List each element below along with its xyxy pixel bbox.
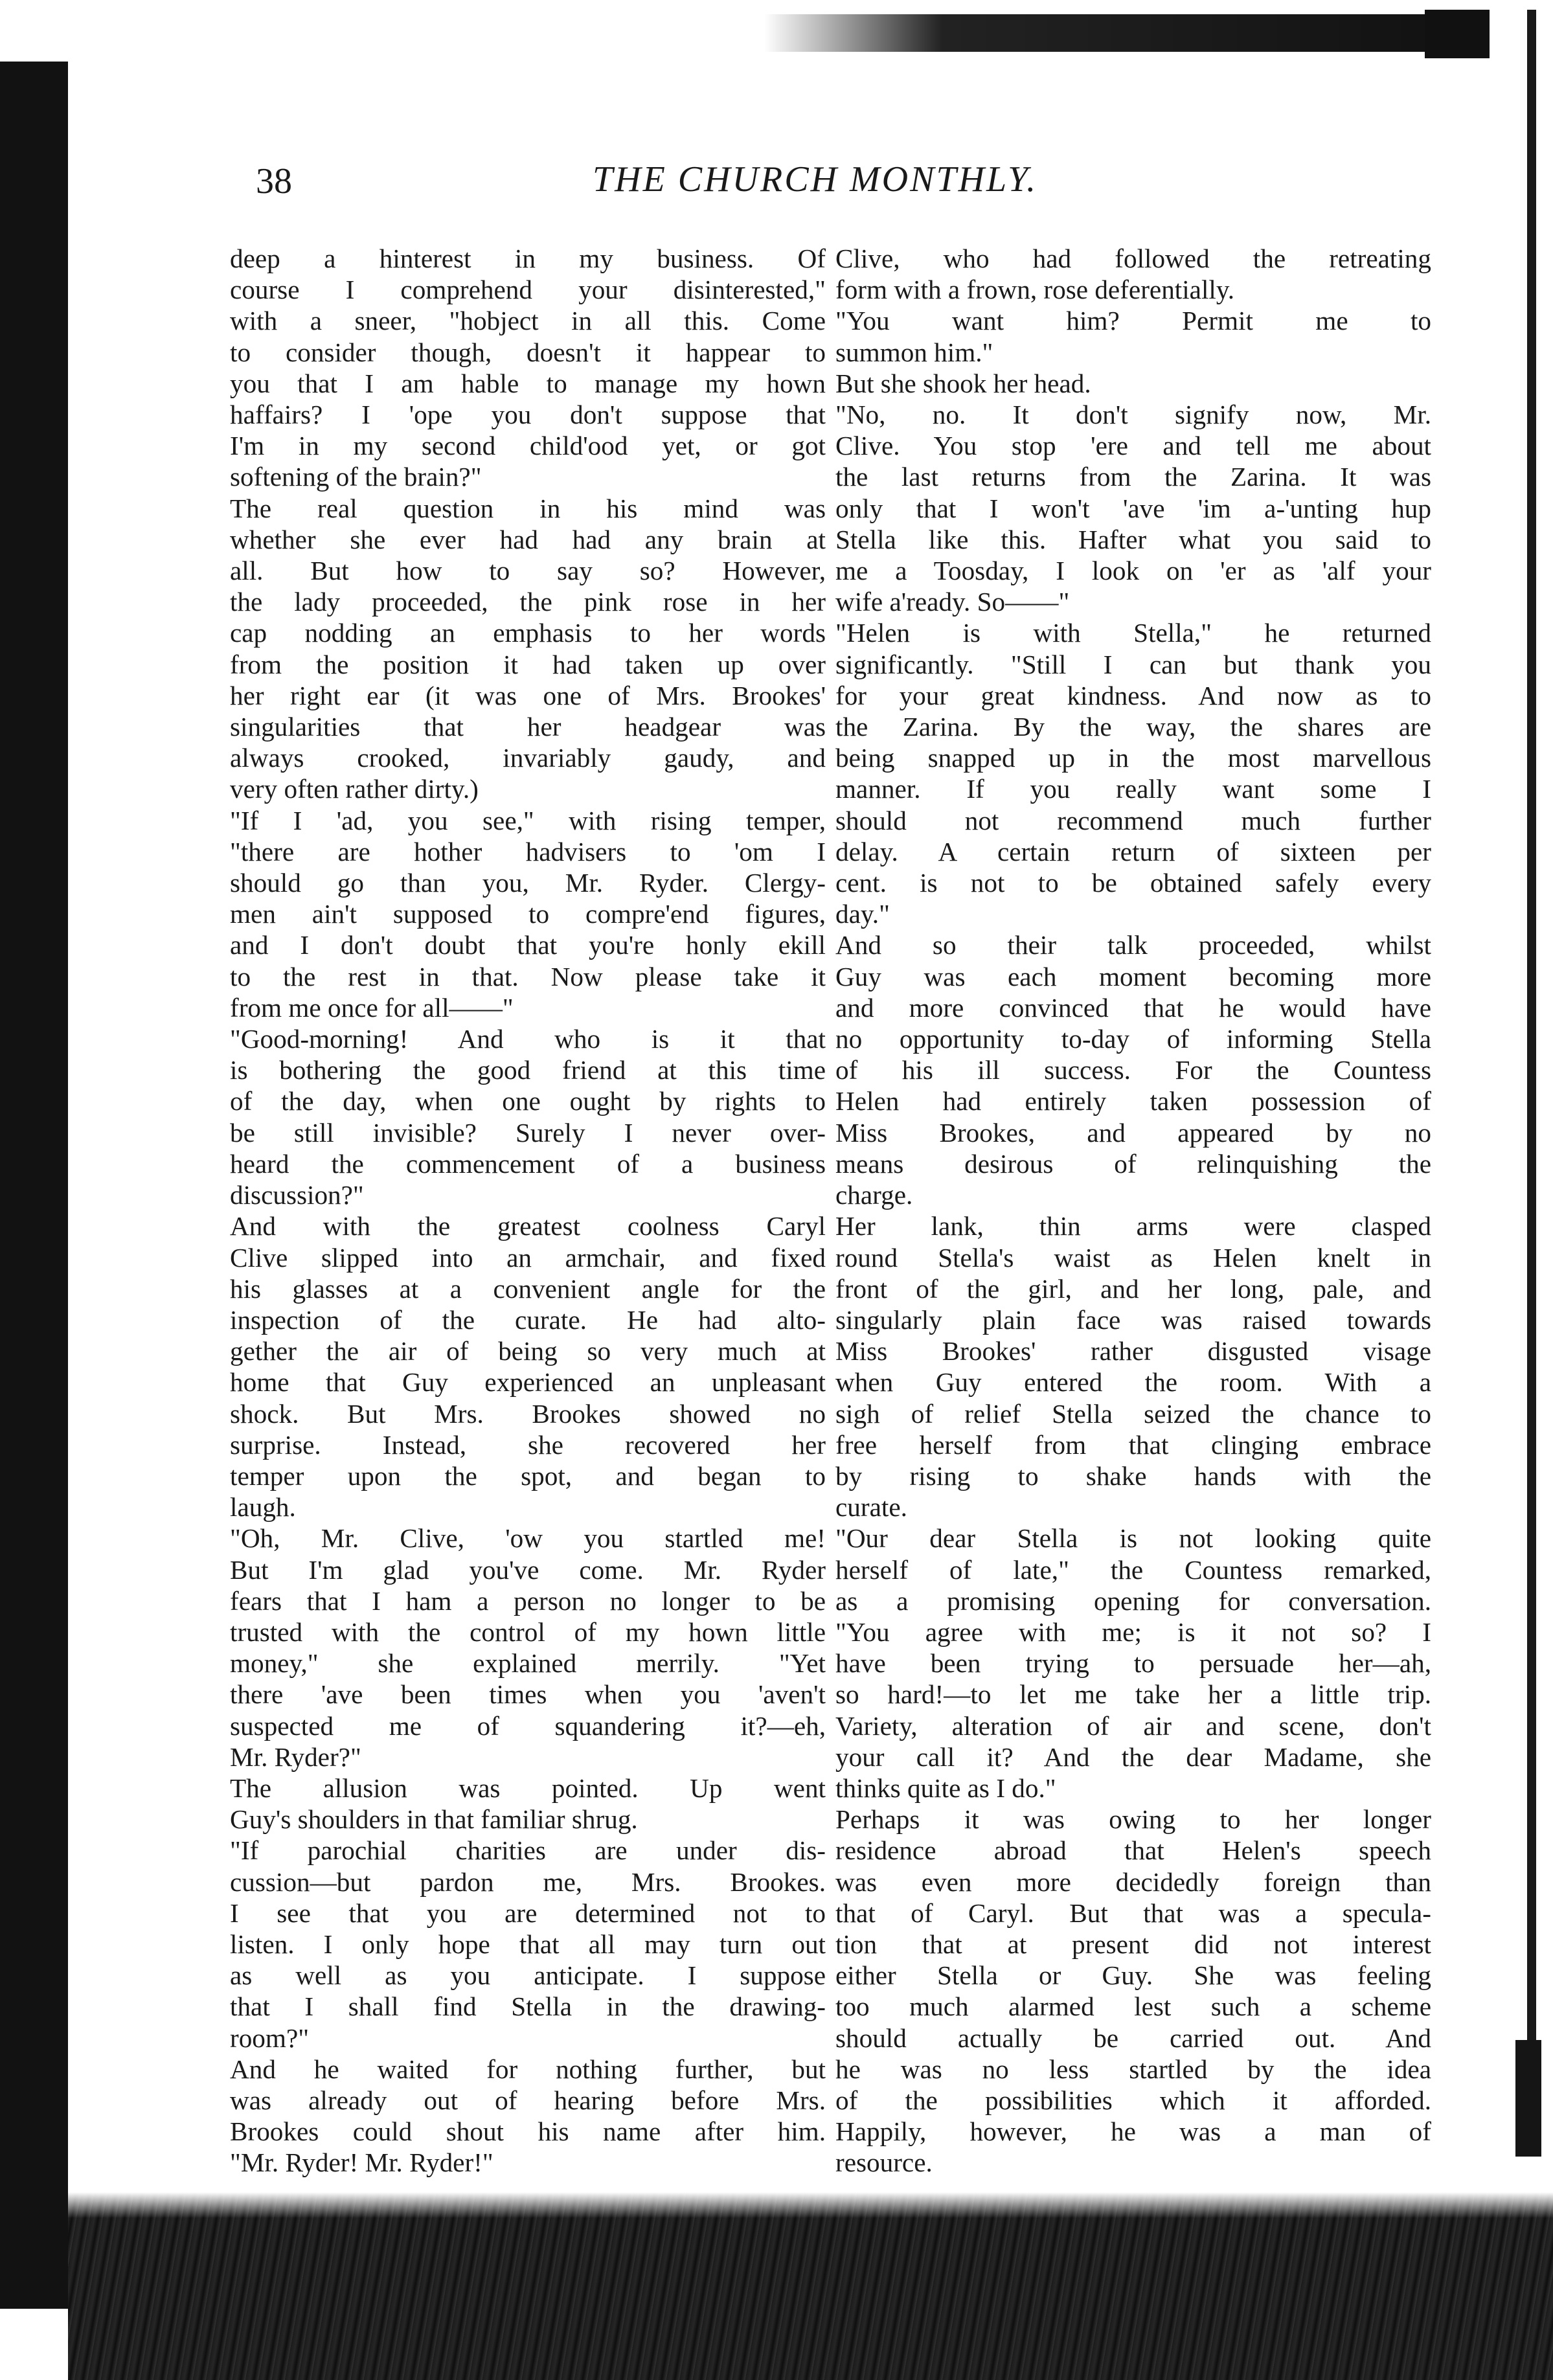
text-line: day." [835, 899, 890, 929]
text-line: softening of the brain?" [230, 462, 482, 492]
text-line: manner. If you really want some I [835, 774, 1431, 804]
text-line: you that I am hable to manage my hown [230, 368, 826, 398]
text-line: significantly. "Still I can but thank you [835, 649, 1431, 679]
text-line: But I'm glad you've come. Mr. Ryder [230, 1554, 826, 1585]
text-line: by rising to shake hands with the [835, 1460, 1431, 1491]
text-line: either Stella or Guy. She was feeling [835, 1960, 1431, 1991]
text-line: money," she explained merrily. "Yet [230, 1648, 826, 1679]
text-line: home that Guy experienced an unpleasant [230, 1367, 826, 1398]
text-line: very often rather dirty.) [230, 774, 479, 804]
text-line: "If parochial charities are under dis- [230, 1835, 826, 1866]
text-line: "Mr. Ryder! Mr. Ryder!" [230, 2148, 493, 2178]
text-line: shock. But Mrs. Brookes showed no [230, 1398, 826, 1429]
text-line: for your great kindness. And now as to [835, 680, 1431, 710]
text-line: always crooked, invariably gaudy, and [230, 743, 826, 773]
text-line: "You agree with me; is it not so? I [835, 1616, 1431, 1647]
text-line: me a Toosday, I look on 'er as 'alf your [835, 556, 1431, 586]
text-line: delay. A certain return of sixteen per [835, 836, 1431, 867]
text-line: have been trying to persuade her—ah, [835, 1648, 1431, 1679]
text-line: Clive, who had followed the retreating [835, 244, 1431, 273]
text-line: no opportunity to-day of informing Stella [835, 1024, 1431, 1054]
text-line: front of the girl, and her long, pale, and [835, 1273, 1431, 1304]
text-line: be still invisible? Surely I never over- [230, 1117, 826, 1148]
text-line: sigh of relief Stella seized the chance to [835, 1398, 1431, 1429]
text-line: Happily, however, he was a man of [835, 2116, 1431, 2147]
text-line: as well as you anticipate. I suppose [230, 1960, 826, 1991]
text-line: deep a hinterest in my business. Of [230, 244, 826, 273]
text-line: only that I won't 'ave 'im a-'unting hup [835, 493, 1431, 523]
text-line: I see that you are determined not to [230, 1898, 826, 1928]
running-head: THE CHURCH MONTHLY. [593, 159, 1038, 199]
text-line: men ain't supposed to compre'end figures, [230, 899, 826, 929]
scan-edge-top-right [1425, 10, 1490, 58]
scan-edge-bottom-fade [68, 2192, 1553, 2218]
text-line: trusted with the control of my hown little [230, 1616, 826, 1647]
text-line: should actually be carried out. And [835, 2023, 1431, 2053]
text-line: The allusion was pointed. Up went [230, 1773, 826, 1803]
text-line: from me once for all——" [230, 992, 514, 1023]
text-line: singularly plain face was raised towards [835, 1304, 1431, 1335]
text-line: The real question in his mind was [230, 493, 826, 523]
text-line: to consider though, doesn't it happear to [230, 337, 826, 367]
text-line: Mr. Ryder?" [230, 1741, 361, 1772]
text-line: is bothering the good friend at this time [230, 1055, 826, 1085]
text-line: from the position it had taken up over [230, 649, 826, 679]
left-column [230, 243, 826, 2179]
text-line: And he waited for nothing further, but [230, 2054, 826, 2084]
text-line: thinks quite as I do." [835, 1773, 1056, 1803]
text-line: herself of late," the Countess remarked, [835, 1554, 1431, 1585]
text-line: of the possibilities which it afforded. [835, 2085, 1431, 2115]
text-line: Her lank, thin arms were clasped [835, 1211, 1431, 1241]
text-line: fears that I ham a person no longer to be [230, 1585, 826, 1616]
text-line: of his ill success. For the Countess [835, 1055, 1431, 1085]
text-line: that I shall find Stella in the drawing- [230, 1991, 826, 2022]
text-line: Guy was each moment becoming more [835, 961, 1431, 992]
text-line: And with the greatest coolness Caryl [230, 1211, 826, 1241]
text-line: Miss Brookes' rather disgusted visage [835, 1336, 1431, 1366]
text-line: cap nodding an emphasis to her words [230, 618, 826, 648]
text-line: Clive. You stop 'ere and tell me about [835, 431, 1431, 461]
text-line: surprise. Instead, she recovered her [230, 1429, 826, 1460]
text-line: to the rest in that. Now please take it [230, 961, 826, 992]
text-line: tion that at present did not interest [835, 1929, 1431, 1959]
scan-edge-left [0, 62, 68, 2309]
text-line: I'm in my second child'ood yet, or got [230, 431, 826, 461]
text-line: Miss Brookes, and appeared by no [835, 1117, 1431, 1148]
text-line: should go than you, Mr. Ryder. Clergy- [230, 868, 826, 898]
text-line: But she shook her head. [835, 368, 1091, 398]
text-line: course I comprehend your disinterested," [230, 275, 826, 305]
text-line: should not recommend much further [835, 805, 1431, 835]
text-line: resource. [835, 2148, 933, 2178]
text-line: form with a frown, rose deferentially. [835, 275, 1235, 305]
text-line: "Helen is with Stella," he returned [835, 618, 1431, 648]
page-number: 38 [256, 161, 292, 201]
text-line: was already out of hearing before Mrs. [230, 2085, 826, 2115]
text-line: laugh. [230, 1492, 296, 1523]
text-line: was even more decidedly foreign than [835, 1866, 1431, 1897]
text-line: as a promising opening for conversation. [835, 1585, 1431, 1616]
text-line: his glasses at a convenient angle for the [230, 1273, 826, 1304]
text-line: and more convinced that he would have [835, 992, 1431, 1023]
text-line: summon him." [835, 337, 993, 367]
scan-edge-bottom [68, 2192, 1553, 2380]
text-line: Stella like this. Hafter what you said to [835, 524, 1431, 554]
text-line: when Guy entered the room. With a [835, 1367, 1431, 1398]
text-line: suspected me of squandering it?—eh, [230, 1710, 826, 1741]
text-line: free herself from that clinging embrace [835, 1429, 1431, 1460]
text-line: Variety, alteration of air and scene, don't [835, 1710, 1431, 1741]
text-line: charge. [835, 1180, 913, 1210]
text-line: haffairs? I 'ope you don't suppose that [230, 400, 826, 430]
text-line: and I don't doubt that you're honly ekill [230, 930, 826, 960]
text-line: Helen had entirely taken possession of [835, 1086, 1431, 1116]
text-line: too much alarmed lest such a scheme [835, 1991, 1431, 2022]
text-line: cussion—but pardon me, Mrs. Brookes. [230, 1866, 826, 1897]
text-line: wife a'ready. So——" [835, 587, 1070, 617]
text-line: "Our dear Stella is not looking quite [835, 1523, 1431, 1554]
scan-edge-top [764, 14, 1477, 52]
text-line: inspection of the curate. He had alto- [230, 1304, 826, 1335]
text-line: with a sneer, "hobject in all this. Come [230, 306, 826, 336]
text-line: your call it? And the dear Madame, she [835, 1741, 1431, 1772]
text-line: of the day, when one ought by rights to [230, 1086, 826, 1116]
text-line: means desirous of relinquishing the [835, 1148, 1431, 1179]
text-line: Brookes could shout his name after him. [230, 2116, 826, 2147]
text-line: being snapped up in the most marvellous [835, 743, 1431, 773]
text-line: singularities that her headgear was [230, 712, 826, 742]
text-line: "there are hother hadvisers to 'om I [230, 836, 826, 867]
text-line: Guy's shoulders in that familiar shrug. [230, 1804, 638, 1835]
text-line: gether the air of being so very much at [230, 1336, 826, 1366]
text-line: the lady proceeded, the pink rose in her [230, 587, 826, 617]
text-line: Perhaps it was owing to her longer [835, 1804, 1431, 1835]
text-line: all. But how to say so? However, [230, 556, 826, 586]
text-line: curate. [835, 1492, 907, 1523]
text-line: temper upon the spot, and began to [230, 1460, 826, 1491]
text-line: Clive slipped into an armchair, and fixed [230, 1242, 826, 1273]
text-line: residence abroad that Helen's speech [835, 1835, 1431, 1866]
text-line: discussion?" [230, 1180, 364, 1210]
text-line: room?" [230, 2023, 310, 2053]
text-line: "If I 'ad, you see," with rising temper, [230, 805, 826, 835]
text-line: cent. is not to be obtained safely every [835, 868, 1431, 898]
text-line: so hard!—to let me take her a little trip. [835, 1679, 1431, 1710]
text-line: "Oh, Mr. Clive, 'ow you startled me! [230, 1523, 826, 1554]
scan-edge-right [1527, 10, 1536, 2140]
text-line: "You want him? Permit me to [835, 306, 1431, 336]
text-line: "Good-morning! And who is it that [230, 1024, 826, 1054]
text-line: the last returns from the Zarina. It was [835, 462, 1431, 492]
text-line: he was no less startled by the idea [835, 2054, 1431, 2084]
text-line: And so their talk proceeded, whilst [835, 930, 1431, 960]
text-line: listen. I only hope that all may turn out [230, 1929, 826, 1959]
scan-edge-right-bottom [1515, 2040, 1541, 2157]
text-line: heard the commencement of a business [230, 1148, 826, 1179]
text-line: round Stella's waist as Helen knelt in [835, 1242, 1431, 1273]
text-line: there 'ave been times when you 'aven't [230, 1679, 826, 1710]
text-line: whether she ever had had any brain at [230, 524, 826, 554]
text-line: her right ear (it was one of Mrs. Brookes' [230, 680, 826, 710]
text-line: that of Caryl. But that was a specula- [835, 1898, 1431, 1928]
right-column [835, 243, 1431, 2179]
text-line: "No, no. It don't signify now, Mr. [835, 400, 1431, 430]
text-line: the Zarina. By the way, the shares are [835, 712, 1431, 742]
